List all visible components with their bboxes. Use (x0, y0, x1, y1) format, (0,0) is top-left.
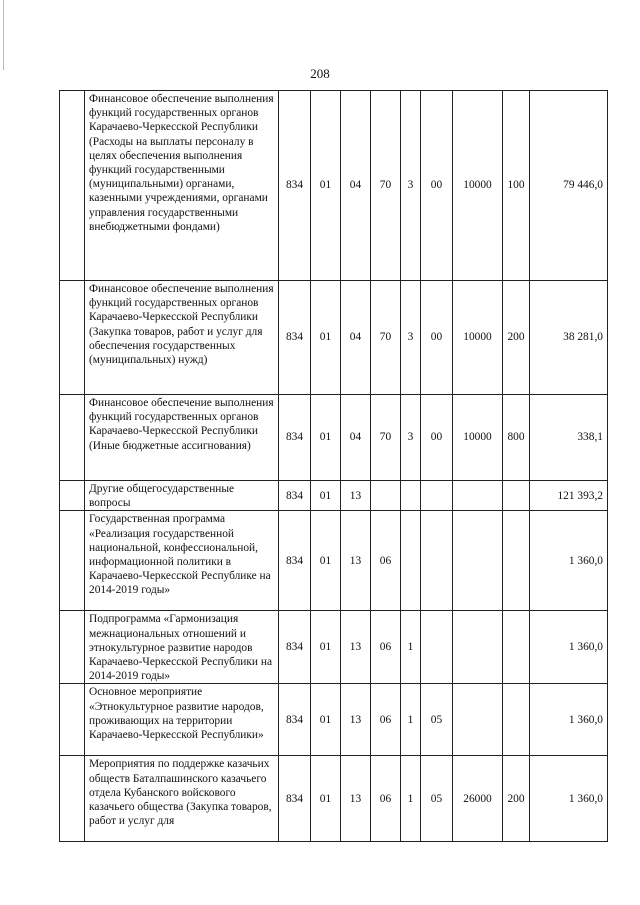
rz-cell: 01 (311, 684, 341, 756)
program-code-cell: 70 (371, 395, 401, 481)
amount-cell: 38 281,0 (530, 281, 608, 395)
program-code-cell: 06 (371, 611, 401, 684)
item-name-cell: Финансовое обеспечение выполнения функций государственных органов Карачаево-Черкесской Республики (Иные бюджетные ассигнования) (85, 395, 279, 481)
program-code-cell: 06 (371, 756, 401, 842)
blank-cell (60, 91, 85, 281)
ved-cell: 834 (279, 511, 311, 611)
pr-cell: 04 (341, 91, 371, 281)
subprogram-code-cell: 1 (401, 611, 421, 684)
main-event-code-cell: 05 (421, 684, 453, 756)
rz-cell: 01 (311, 281, 341, 395)
expense-type-cell (503, 611, 530, 684)
amount-cell: 1 360,0 (530, 756, 608, 842)
subprogram-code-cell (401, 481, 421, 511)
main-event-code-cell: 00 (421, 395, 453, 481)
main-event-code-cell (421, 481, 453, 511)
table-row (60, 481, 608, 511)
item-name-cell: Государственная программа «Реализация государственной национальной, конфессиональной, информационной политики в Карачаево-Черкесской Республике на 2014-2019 годы» (85, 511, 279, 611)
rz-cell: 01 (311, 481, 341, 511)
blank-cell (60, 684, 85, 756)
ved-cell: 834 (279, 481, 311, 511)
rz-cell: 01 (311, 511, 341, 611)
item-name-cell: Мероприятия по поддержке казачьих обществ Баталпашинского казачьего отдела Кубанского войскового казачьего общества (Закупка товаров, работ и услуг для (85, 756, 279, 842)
budget-table (59, 90, 608, 842)
page-number: 208 (310, 66, 330, 81)
subprogram-code-cell: 3 (401, 281, 421, 395)
rz-cell: 01 (311, 611, 341, 684)
direction-code-cell: 10000 (453, 91, 503, 281)
item-name-cell: Основное мероприятие «Этнокультурное развитие народов, проживающих на территории Карачаево-Черкесской Республики» (85, 684, 279, 756)
subprogram-code-cell (401, 511, 421, 611)
item-name-cell: Финансовое обеспечение выполнения функций государственных органов Карачаево-Черкесской Республики (Закупка товаров, работ и услуг для обеспечения государственных (муниципальных) нужд) (85, 281, 279, 395)
scan-edge-mark (3, 0, 4, 70)
amount-cell: 121 393,2 (530, 481, 608, 511)
item-name-cell: Подпрограмма «Гармонизация межнациональных отношений и этнокультурное развитие народов Карачаево-Черкесской Республики на 2014-2019 годы» (85, 611, 279, 684)
amount-cell: 1 360,0 (530, 511, 608, 611)
ved-cell: 834 (279, 611, 311, 684)
pr-cell: 13 (341, 756, 371, 842)
amount-cell: 338,1 (530, 395, 608, 481)
pr-cell: 04 (341, 281, 371, 395)
pr-cell: 13 (341, 511, 371, 611)
table-row (60, 281, 608, 395)
direction-code-cell (453, 511, 503, 611)
direction-code-cell (453, 611, 503, 684)
table-row (60, 756, 608, 842)
blank-cell (60, 611, 85, 684)
table-row (60, 395, 608, 481)
direction-code-cell: 10000 (453, 281, 503, 395)
main-event-code-cell: 05 (421, 756, 453, 842)
item-name-cell: Финансовое обеспечение выполнения функций государственных органов Карачаево-Черкесской Республики (Расходы на выплаты персоналу в целях обеспечения выполнения функций государственными (муниципальными) органами, казенными учреждениями, органами управления государственными внебюджетными фондами) (85, 91, 279, 281)
main-event-code-cell (421, 511, 453, 611)
table-row (60, 511, 608, 611)
direction-code-cell: 26000 (453, 756, 503, 842)
amount-cell: 1 360,0 (530, 611, 608, 684)
expense-type-cell: 100 (503, 91, 530, 281)
ved-cell: 834 (279, 91, 311, 281)
ved-cell: 834 (279, 281, 311, 395)
program-code-cell: 70 (371, 281, 401, 395)
table-body (60, 91, 608, 842)
direction-code-cell (453, 481, 503, 511)
expense-type-cell (503, 684, 530, 756)
rz-cell: 01 (311, 91, 341, 281)
pr-cell: 13 (341, 481, 371, 511)
ved-cell: 834 (279, 684, 311, 756)
blank-cell (60, 756, 85, 842)
expense-type-cell (503, 511, 530, 611)
main-event-code-cell: 00 (421, 281, 453, 395)
blank-cell (60, 395, 85, 481)
program-code-cell (371, 481, 401, 511)
subprogram-code-cell: 3 (401, 91, 421, 281)
subprogram-code-cell: 3 (401, 395, 421, 481)
table-row (60, 611, 608, 684)
table-row (60, 91, 608, 281)
ved-cell: 834 (279, 395, 311, 481)
program-code-cell: 06 (371, 684, 401, 756)
program-code-cell: 06 (371, 511, 401, 611)
main-event-code-cell (421, 611, 453, 684)
blank-cell (60, 481, 85, 511)
ved-cell: 834 (279, 756, 311, 842)
pr-cell: 04 (341, 395, 371, 481)
item-name-cell: Другие общегосударственные вопросы (85, 481, 279, 511)
direction-code-cell (453, 684, 503, 756)
main-event-code-cell: 00 (421, 91, 453, 281)
blank-cell (60, 511, 85, 611)
rz-cell: 01 (311, 756, 341, 842)
expense-type-cell: 200 (503, 756, 530, 842)
table-row (60, 684, 608, 756)
program-code-cell: 70 (371, 91, 401, 281)
direction-code-cell: 10000 (453, 395, 503, 481)
subprogram-code-cell: 1 (401, 756, 421, 842)
expense-type-cell: 200 (503, 281, 530, 395)
expense-type-cell (503, 481, 530, 511)
rz-cell: 01 (311, 395, 341, 481)
pr-cell: 13 (341, 684, 371, 756)
amount-cell: 1 360,0 (530, 684, 608, 756)
subprogram-code-cell: 1 (401, 684, 421, 756)
pr-cell: 13 (341, 611, 371, 684)
blank-cell (60, 281, 85, 395)
amount-cell: 79 446,0 (530, 91, 608, 281)
expense-type-cell: 800 (503, 395, 530, 481)
